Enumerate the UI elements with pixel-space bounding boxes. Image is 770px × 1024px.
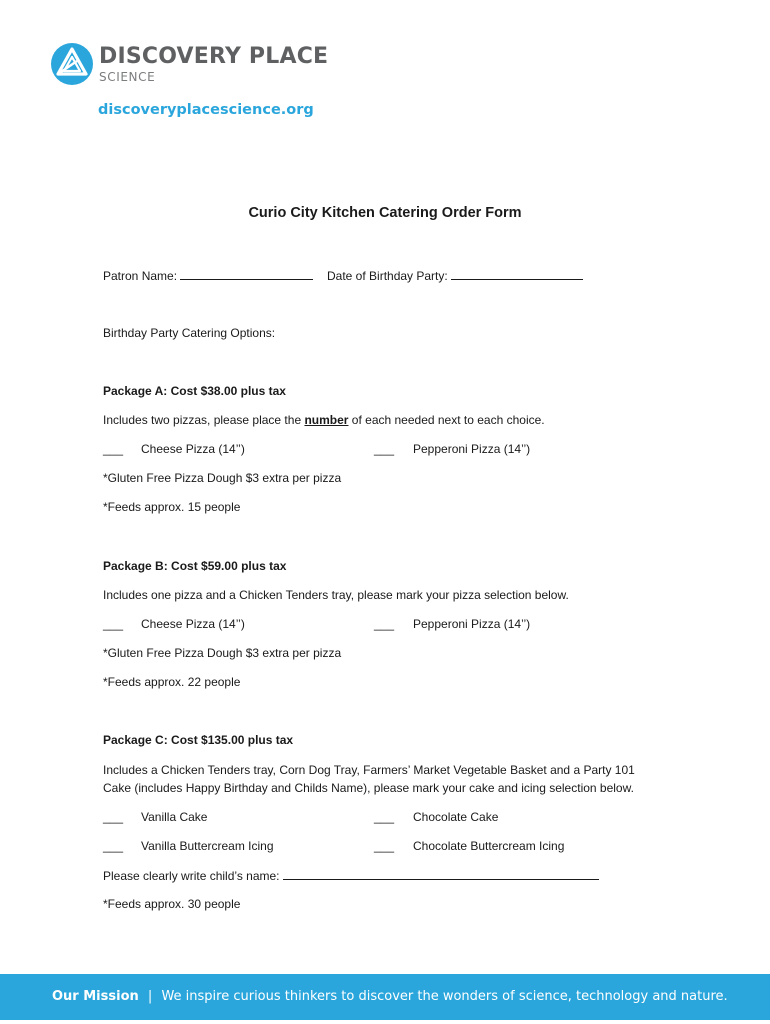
package-c-chocolate-icing-blank[interactable]: ___: [374, 839, 395, 853]
party-date-label: Date of Birthday Party:: [327, 269, 452, 283]
package-c-chocolate-icing-option: Chocolate Buttercream Icing: [413, 839, 565, 853]
package-a-cheese-option: Cheese Pizza (14’’): [141, 442, 245, 456]
package-b-feeds: *Feeds approx. 22 people: [103, 675, 241, 689]
child-name-field[interactable]: [283, 868, 599, 880]
package-b-pepperoni-option: Pepperoni Pizza (14’’): [413, 617, 531, 631]
mission-text: We inspire curious thinkers to discover the wonders of science, technology and nature.: [161, 989, 728, 1004]
brand-subtitle: SCIENCE: [99, 70, 156, 84]
package-a-pepperoni-blank[interactable]: ___: [374, 442, 395, 456]
patron-name-line: [103, 268, 313, 283]
package-a-cheese-blank[interactable]: ___: [103, 442, 124, 456]
package-a-gluten-note: *Gluten Free Pizza Dough $3 extra per pizza: [103, 471, 342, 485]
package-b-gluten-note: *Gluten Free Pizza Dough $3 extra per pizza: [103, 646, 342, 660]
package-a-feeds: *Feeds approx. 15 people: [103, 500, 241, 514]
party-date-field[interactable]: [451, 268, 583, 280]
patron-name-field[interactable]: [180, 268, 313, 280]
brand-name: DISCOVERY PLACE: [99, 44, 329, 69]
package-c-vanilla-cake-option: Vanilla Cake: [141, 810, 208, 824]
package-c-description-line2: Cake (includes Happy Birthday and Childs Name), please mark your cake and icing selection below.: [103, 781, 634, 795]
package-b-cheese-option: Cheese Pizza (14’’): [141, 617, 245, 631]
package-a-desc-start: Includes two pizzas, please place the: [103, 413, 305, 427]
package-c-description-line1: Includes a Chicken Tenders tray, Corn Dog Tray, Farmers’ Market Vegetable Basket and a Party 101: [103, 763, 635, 777]
package-c-vanilla-cake-blank[interactable]: ___: [103, 810, 124, 824]
package-a-description: [103, 413, 545, 427]
package-c-chocolate-cake-option: Chocolate Cake: [413, 810, 499, 824]
discovery-place-logo-icon: [50, 42, 94, 86]
child-name-line: [103, 868, 599, 883]
package-a-heading: Package A: Cost $38.00 plus tax: [103, 384, 286, 398]
brand-logo: [50, 42, 329, 92]
package-b-pepperoni-blank[interactable]: ___: [374, 617, 395, 631]
package-a-desc-end: of each needed next to each choice.: [348, 413, 545, 427]
party-date-line: [327, 268, 583, 283]
mission-separator: |: [147, 989, 153, 1004]
package-c-chocolate-cake-blank[interactable]: ___: [374, 810, 395, 824]
package-b-description: Includes one pizza and a Chicken Tenders tray, please mark your pizza selection below.: [103, 588, 569, 602]
form-title: Curio City Kitchen Catering Order Form: [248, 205, 522, 221]
package-b-heading: Package B: Cost $59.00 plus tax: [103, 559, 287, 573]
website-link[interactable]: discoveryplacescience.org: [98, 102, 314, 118]
mission-banner: [0, 974, 770, 1020]
mission-statement: [52, 989, 728, 1004]
package-a-pepperoni-option: Pepperoni Pizza (14’’): [413, 442, 531, 456]
package-b-cheese-blank[interactable]: ___: [103, 617, 124, 631]
options-heading: Birthday Party Catering Options:: [103, 326, 276, 340]
mission-label: Our Mission: [52, 989, 139, 1004]
package-c-vanilla-icing-option: Vanilla Buttercream Icing: [141, 839, 274, 853]
patron-name-label: Patron Name:: [103, 269, 181, 283]
child-name-label: Please clearly write child’s name:: [103, 869, 283, 883]
package-c-feeds: *Feeds approx. 30 people: [103, 897, 241, 911]
package-a-desc-emphasis: number: [304, 413, 349, 427]
package-c-vanilla-icing-blank[interactable]: ___: [103, 839, 124, 853]
package-c-heading: Package C: Cost $135.00 plus tax: [103, 733, 294, 747]
